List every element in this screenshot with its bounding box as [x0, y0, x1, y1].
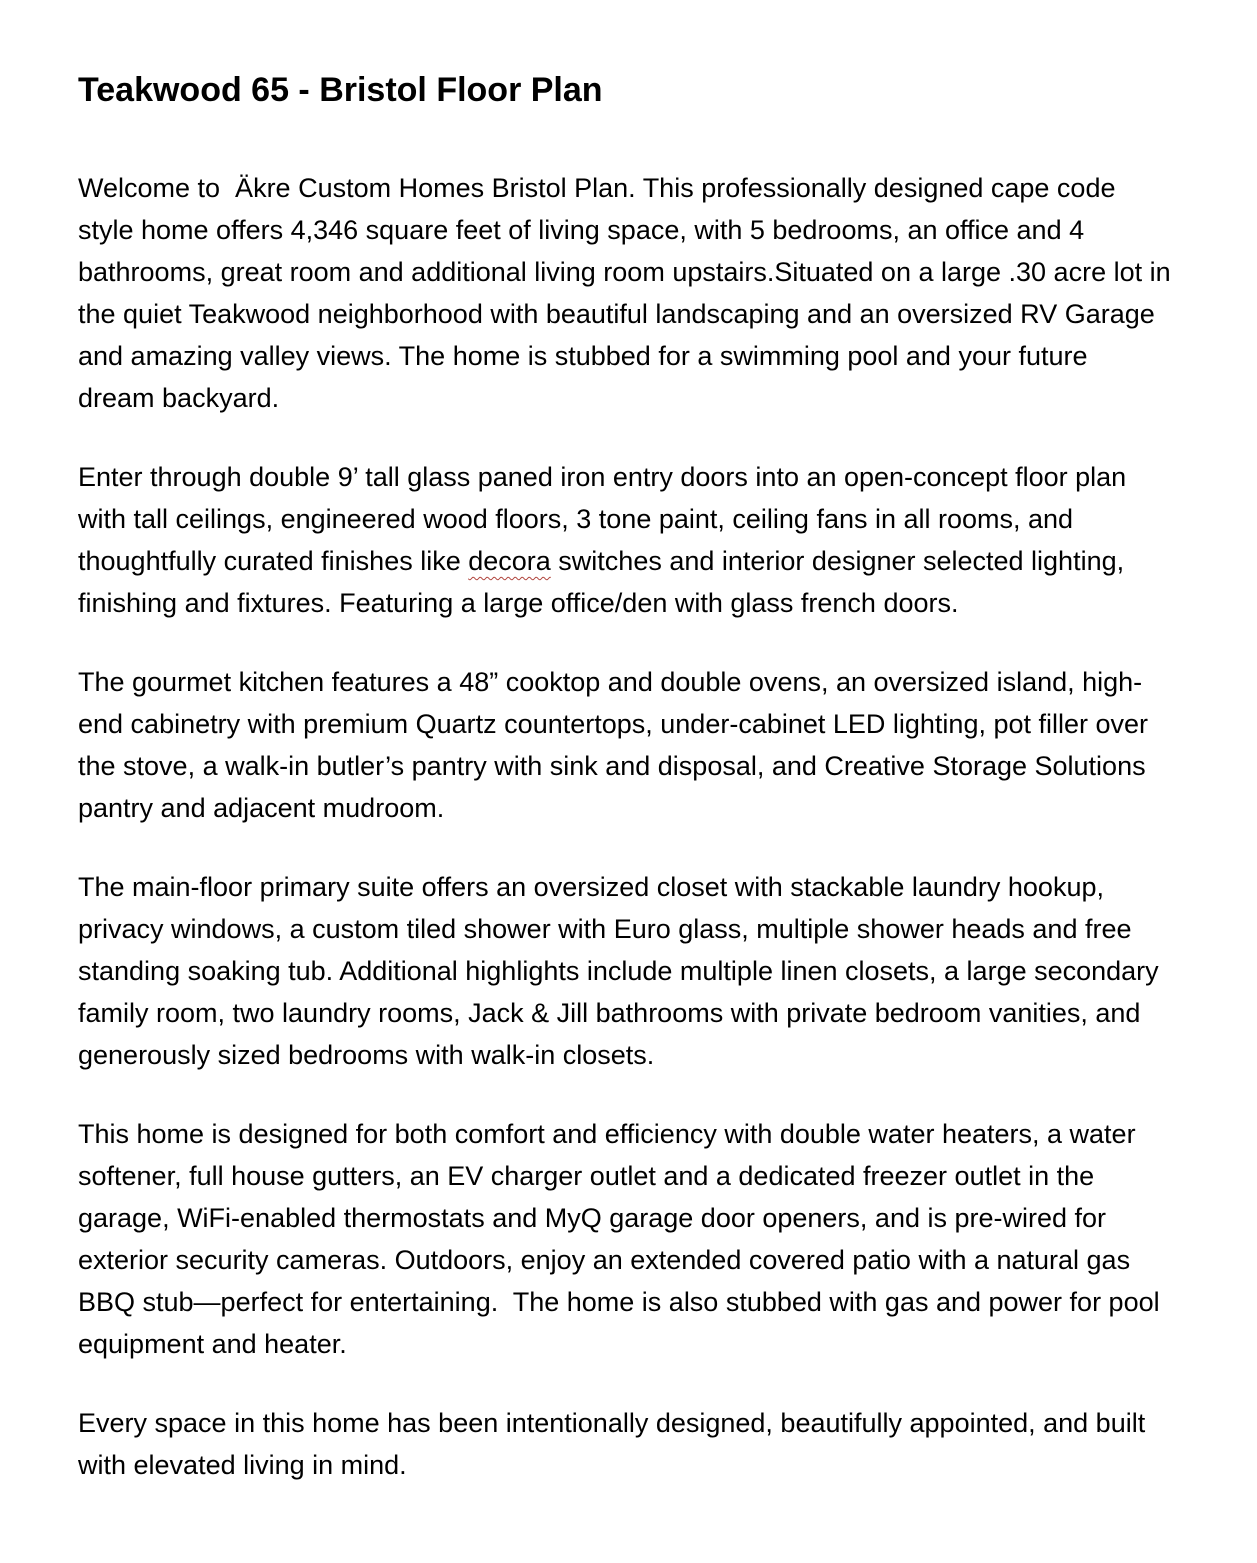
paragraph-entry[interactable] — [78, 456, 1171, 624]
paragraph-closing[interactable]: Every space in this home has been intentionally designed, beautifully appointed, and built with elevated living in mind. — [78, 1407, 1153, 1480]
paragraph-welcome[interactable]: Welcome to Äkre Custom Homes Bristol Plan. This professionally designed cape code style home offers 4,346 square feet of living space, with 5 bedrooms, an office and 4 bathrooms, great room and additional living room upstairs.Situated on a large .30 acre lot in the quiet Teakwood neighborhood with beautiful landscaping and an oversized RV Garage and amazing valley views. The home is stubbed for a swimming pool and your future dream backyard. — [78, 172, 1179, 413]
paragraph-primary-suite[interactable]: The main-floor primary suite offers an oversized closet with stackable laundry hookup, privacy windows, a custom tiled shower with Euro glass, multiple shower heads and free standing soaking tub. Additional highlights include multiple linen closets, a large secondary family room, two laundry rooms, Jack & Jill bathrooms with private bedroom vanities, and generously sized bedrooms with walk-in closets. — [78, 871, 1167, 1070]
document-title[interactable]: Teakwood 65 - Bristol Floor Plan — [78, 71, 603, 109]
misspelled-word-decora[interactable]: decora — [468, 545, 551, 576]
paragraph-text-before: Enter through double 9’ tall glass paned iron entry doors into an open-concept floor plan with tall ceilings, engineered wood floors, 3 tone paint, ceiling fans in all rooms, and thoughtfully curated finishes like — [78, 461, 1134, 576]
paragraph-efficiency[interactable]: This home is designed for both comfort and efficiency with double water heaters, a water softener, full house gutters, an EV charger outlet and a dedicated freezer outlet in the garage, WiFi-enabled thermostats and MyQ garage door openers, and is pre-wired for exterior security cameras. Outdoors, enjoy an extended covered patio with a natural gas BBQ stub—perfect for entertaining. The home is also stubbed with gas and power for pool equipment and heater. — [78, 1118, 1168, 1359]
paragraph-text-after: switches and interior designer selected lighting, finishing and fixtures. Featuring a large office/den with glass french doors. — [78, 545, 1132, 618]
paragraph-kitchen[interactable]: The gourmet kitchen features a 48” cooktop and double ovens, an oversized island, high-end cabinetry with premium Quartz countertops, under-cabinet LED lighting, pot filler over the stove, a walk-in butler’s pantry with sink and disposal, and Creative Storage Solutions pantry and adjacent mudroom. — [78, 666, 1156, 823]
